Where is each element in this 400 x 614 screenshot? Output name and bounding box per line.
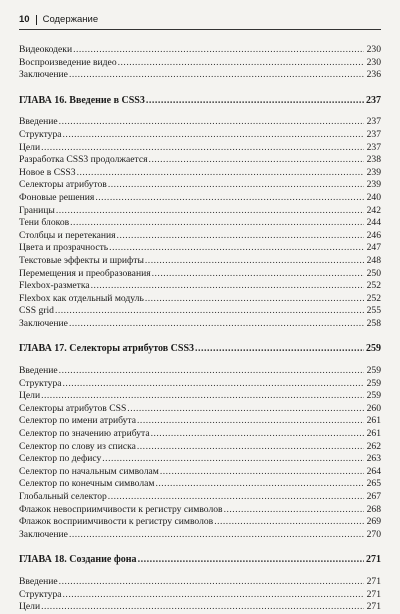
toc-entry: Перемещения и преобразования ..... 250 [19, 268, 381, 281]
toc-entry: Столбцы и перетекания ..... 246 [19, 230, 381, 243]
toc-entry: Цели ..... 271 [19, 601, 381, 614]
toc-entry: Флажок невосприимчивости к регистру символов ..... 268 [19, 504, 381, 517]
toc-entry: Селекторы атрибутов CSS ..... 260 [19, 403, 381, 416]
header-page-number: 10 [19, 14, 30, 25]
toc-entry: Селектор по значению атрибута ..... 261 [19, 428, 381, 441]
toc-entry: Селектор по имени атрибута ..... 261 [19, 415, 381, 428]
toc-entry: Заключение ..... 270 [19, 529, 381, 542]
chapter-heading: ГЛАВА 18. Создание фона ..... 271 [19, 554, 381, 567]
toc-page [19, 13, 381, 614]
toc-entry: Селектор по слову из списка ..... 262 [19, 441, 381, 454]
toc-entry: Цели ..... 259 [19, 390, 381, 403]
toc-entry: CSS grid ..... 255 [19, 305, 381, 318]
toc-entry: Воспроизведение видео ..... 230 [19, 57, 381, 70]
header-section-title: Содержание [42, 14, 99, 25]
toc-entry: Структура ..... 237 [19, 129, 381, 142]
toc-entry: Селекторы атрибутов ..... 239 [19, 179, 381, 192]
toc-entry: Границы ..... 242 [19, 205, 381, 218]
header-separator [36, 15, 37, 25]
toc-entry: Структура ..... 259 [19, 378, 381, 391]
toc-entry: Разработка CSS3 продолжается ..... 238 [19, 154, 381, 167]
toc-entry: Flexbox как отдельный модуль ..... 252 [19, 293, 381, 306]
toc-entry: Тени блоков ..... 244 [19, 217, 381, 230]
toc-entry: Flexbox-разметка ..... 252 [19, 280, 381, 293]
toc-entry: Введение ..... 259 [19, 365, 381, 378]
toc-entry: Видеокодеки ..... 230 [19, 44, 381, 57]
toc-entry: Селектор по начальным символам ..... 264 [19, 466, 381, 479]
toc-entry: Фоновые решения ..... 240 [19, 192, 381, 205]
toc-entry: Селектор по конечным символам ..... 265 [19, 478, 381, 491]
running-header [19, 13, 381, 27]
toc-entry: Цвета и прозрачность ..... 247 [19, 242, 381, 255]
toc-entry: Новое в CSS3 ..... 239 [19, 167, 381, 180]
toc-entry: Введение ..... 271 [19, 576, 381, 589]
toc-entry: Цели ..... 237 [19, 142, 381, 155]
chapter-heading: ГЛАВА 17. Селекторы атрибутов CSS3 ..... 259 [19, 343, 381, 356]
toc-entry: Селектор по дефису ..... 263 [19, 453, 381, 466]
toc-entry: Текстовые эффекты и шрифты ..... 248 [19, 255, 381, 268]
toc-entry: Структура ..... 271 [19, 589, 381, 602]
toc-entry: Глобальный селектор ..... 267 [19, 491, 381, 504]
toc-entry: Введение ..... 237 [19, 116, 381, 129]
toc-entry: Заключение ..... 236 [19, 69, 381, 82]
toc-entry: Флажок восприимчивости к регистру символов ..... 269 [19, 516, 381, 529]
toc-entry: Заключение ..... 258 [19, 318, 381, 331]
chapter-heading: ГЛАВА 16. Введение в CSS3 ..... 237 [19, 95, 381, 108]
